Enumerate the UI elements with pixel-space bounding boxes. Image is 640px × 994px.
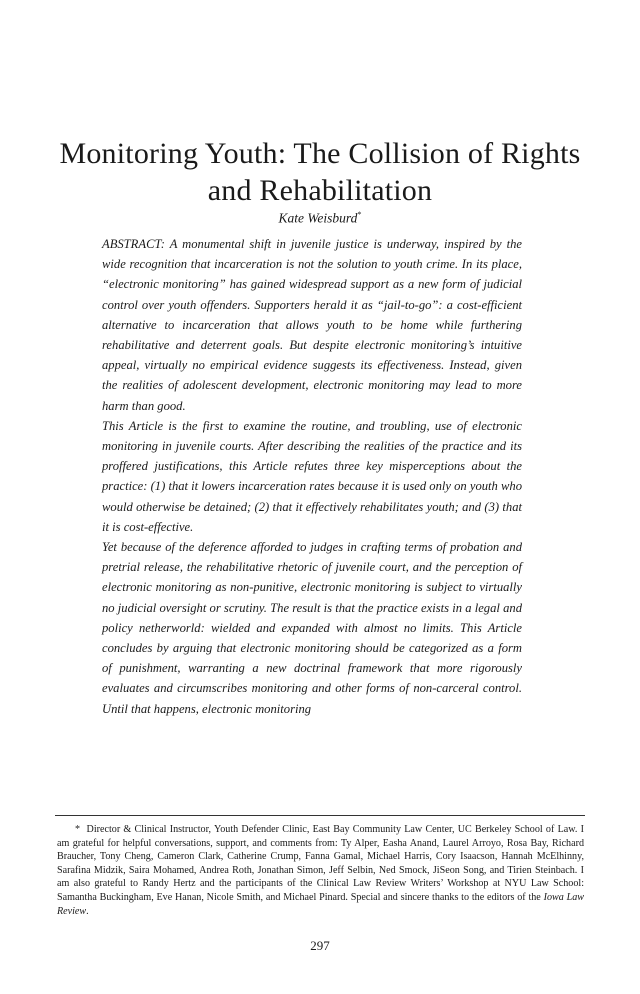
abstract-paragraph-3: Yet because of the deference afforded to judges in crafting terms of probation and pretrial release, the rehabilitative rhetoric of juvenile court, and the perception of electronic monitoring as non-punitive, electronic monitoring is subject to virtually no judicial oversight or scrutiny. The result is that the practice exists in a legal and policy netherworld: wielded and expanded with almost no limits. This Article concludes by arguing that electronic monitoring should be categorized as a form of punishment, warranting a new doctrinal framework that more rigorously evaluates and circumscribes monitoring and other forms of non-carceral control. Until that happens, electronic monitoring [102, 540, 522, 716]
abstract-label: ABSTRACT: [102, 237, 165, 251]
footnote-end: . [86, 905, 89, 917]
abstract [102, 234, 522, 719]
footnote-journal: Iowa Law Review [57, 891, 584, 917]
author-line [0, 206, 640, 228]
footnote-body [57, 823, 584, 918]
author-name: Kate Weisburd [278, 210, 358, 226]
footnote-text: Director & Clinical Instructor, Youth Defender Clinic, East Bay Community Law Center, UC Berkeley School of Law. I am grateful for helpful conversations, support, and comments from: Ty Alper, Easha Anand, Laurel Arroyo, Rosa Bay, Richard Braucher, Tony Cheng, Cameron Clark, Catherine Crump, Fanna Gamal, Michael Harris, Cory Isaacson, Hannah McElhinny, Sarafina Midzik, Saira Mohamed, Andrea Roth, Jonathan Simon, Jeff Selbin, Ned Smock, JiSeon Song, and Tirien Steinbach. I am also grateful to Randy Hertz and the participants of the Clinical Law Review Writers’ Workshop at NYU Law School: Samantha Buckingham, Eve Hanan, Nicole Smith, and Michael Pinard. Special and sincere thanks to the editors of the [57, 824, 584, 903]
footnote [57, 823, 584, 918]
article-title: Monitoring Youth: The Collision of Rights and Rehabilitation [59, 137, 581, 207]
abstract-paragraph-1 [102, 234, 522, 416]
abstract-paragraph-2: This Article is the first to examine the routine, and troubling, use of electronic monitoring in juvenile courts. After describing the realities of the practice and its proffered justifications, this Article refutes three key misperceptions about the practice: (1) that it lowers incarceration rates because it is used only on youth who would otherwise be detained; (2) that it effectively rehabilitates youth; and (3) that it is cost-effective. [102, 418, 522, 534]
author-footnote-marker: * [357, 210, 362, 219]
abstract-paragraph-1-text: A monumental shift in juvenile justice is underway, inspired by the wide recognition that incarceration is not the solution to youth crime. In its place, “electronic monitoring” has gained widespread support as a new form of judicial control over youth offenders. Supporters herald it as “jail-to-go”: a cost-efficient alternative to incarceration that allows youth to be home while furthering rehabilitative and deterrent goals. But despite electronic monitoring’s intuitive appeal, virtually no empirical evidence suggests its effectiveness. Instead, given the realities of adolescent development, electronic monitoring may lead to more harm than good. [102, 237, 522, 413]
footnote-divider [55, 815, 585, 816]
page-number: 297 [310, 938, 330, 953]
footnote-marker: * [75, 824, 81, 835]
